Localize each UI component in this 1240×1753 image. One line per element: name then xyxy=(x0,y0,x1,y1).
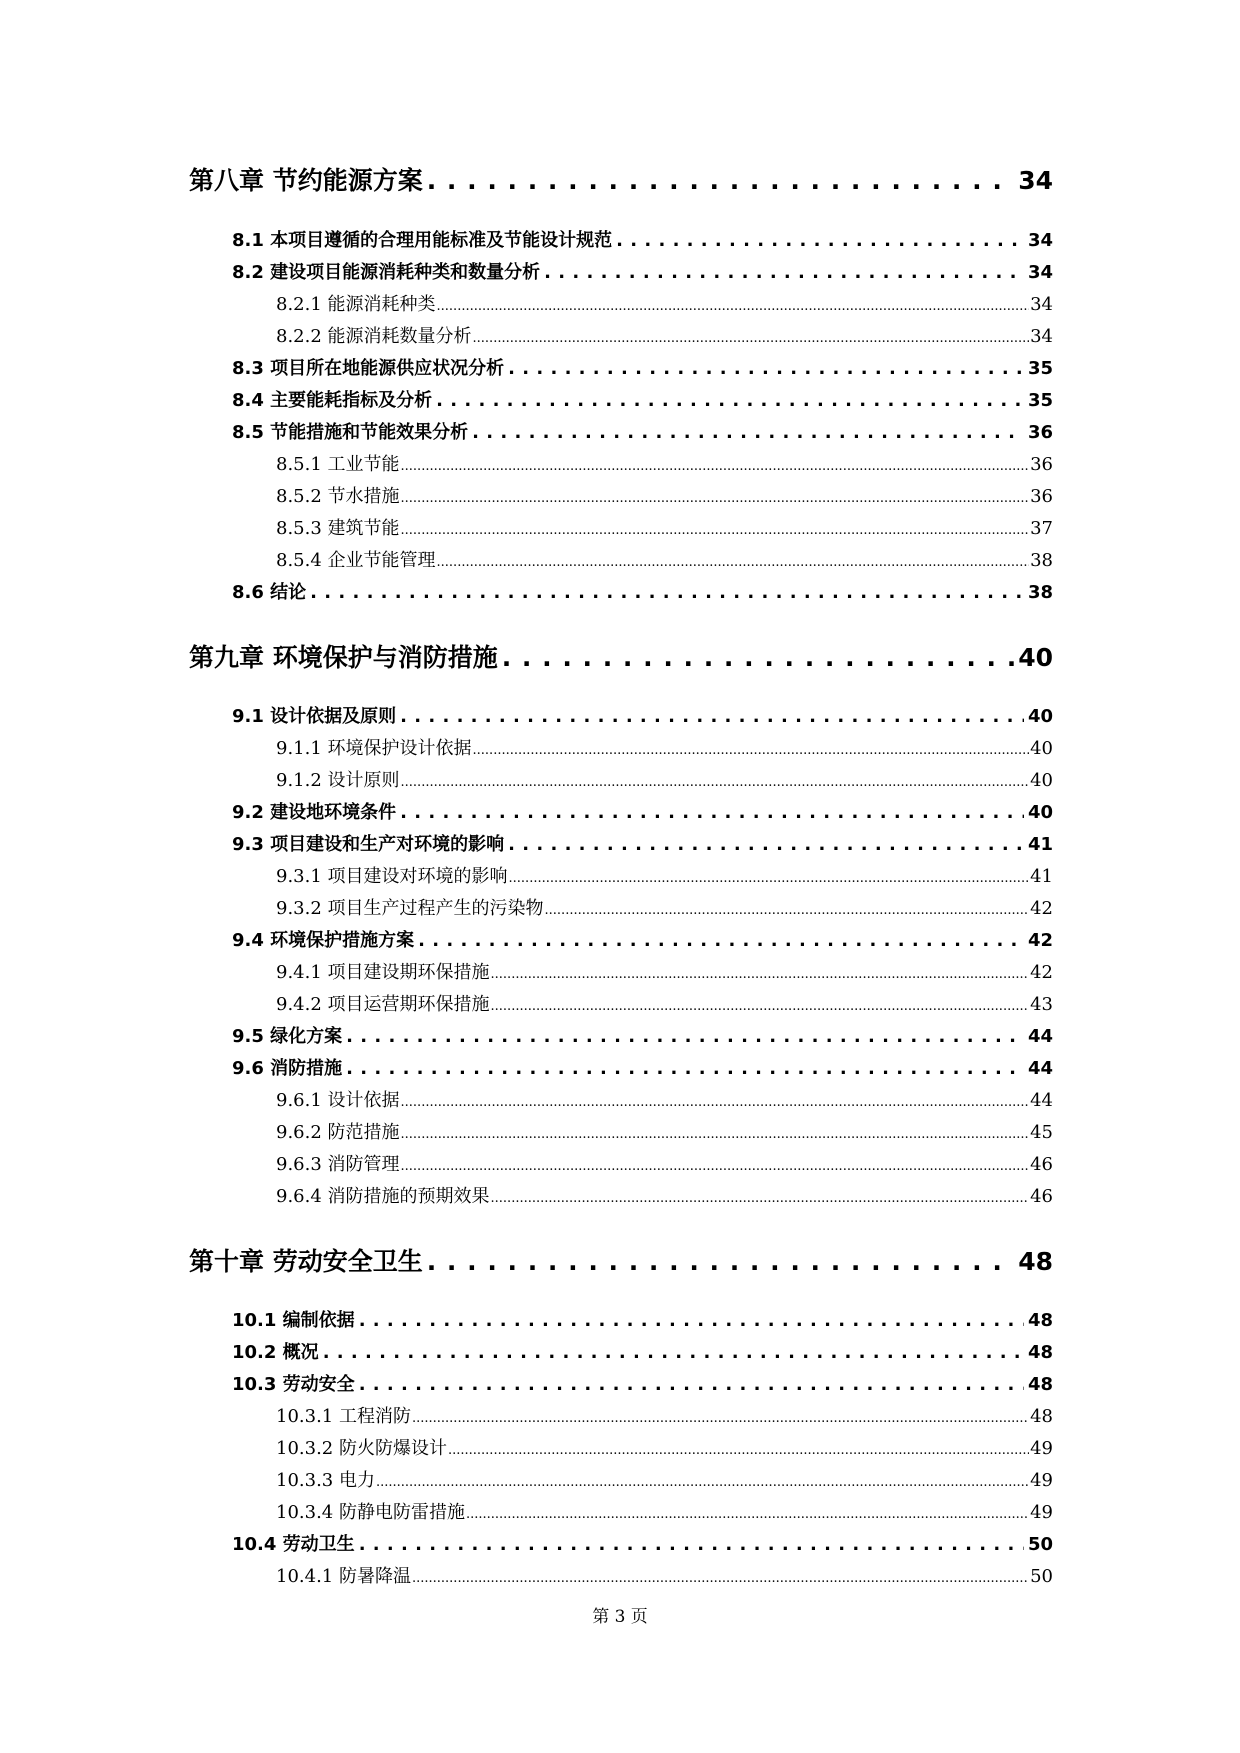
toc-label: 9.4.1 项目建设期环保措施 xyxy=(276,962,490,983)
toc-dot-leader xyxy=(436,387,1024,415)
toc-section[interactable] xyxy=(232,1339,1053,1367)
toc-label: 第八章 节约能源方案 xyxy=(189,166,423,195)
toc-page-number: 38 xyxy=(1027,582,1053,603)
toc-label: 8.2.2 能源消耗数量分析 xyxy=(276,326,472,347)
toc-dot-leader xyxy=(418,927,1024,955)
toc-section[interactable] xyxy=(232,1371,1053,1399)
toc-page-number: 40 xyxy=(1027,802,1053,823)
toc-label: 9.1.1 环境保护设计依据 xyxy=(276,738,472,759)
toc-label: 9.1 设计依据及原则 xyxy=(232,706,397,727)
toc-section[interactable] xyxy=(232,387,1053,415)
toc-dot-leader xyxy=(346,1023,1024,1051)
toc-section[interactable] xyxy=(232,259,1053,287)
toc-subsection[interactable] xyxy=(276,959,1053,987)
toc-dot-leader xyxy=(466,1499,1029,1529)
toc-dot-leader xyxy=(437,547,1030,577)
toc-dot-leader xyxy=(427,163,1014,199)
toc-page-number: 38 xyxy=(1030,550,1053,571)
toc-subsection[interactable] xyxy=(276,1183,1053,1211)
toc-dot-leader xyxy=(502,640,1014,676)
toc-dot-leader xyxy=(472,419,1024,447)
toc-chapter[interactable] xyxy=(189,640,1053,676)
toc-subsection[interactable] xyxy=(276,1087,1053,1115)
toc-subsection[interactable] xyxy=(276,291,1053,319)
toc-section[interactable] xyxy=(232,1023,1053,1051)
toc-subsection[interactable] xyxy=(276,991,1053,1019)
toc-dot-leader xyxy=(400,703,1024,731)
toc-page-number: 43 xyxy=(1030,994,1053,1015)
toc-subsection[interactable] xyxy=(276,895,1053,923)
toc-dot-leader xyxy=(491,991,1030,1021)
toc-label: 10.3 劳动安全 xyxy=(232,1374,355,1395)
page-number-label: 第 3 页 xyxy=(592,1607,648,1627)
toc-page-number: 35 xyxy=(1027,358,1053,379)
toc-label: 9.6.4 消防措施的预期效果 xyxy=(276,1186,490,1207)
toc-label: 9.5 绿化方案 xyxy=(232,1026,343,1047)
toc-dot-leader xyxy=(491,1183,1030,1213)
toc-subsection[interactable] xyxy=(276,451,1053,479)
toc-page-number: 41 xyxy=(1030,866,1053,887)
toc-section[interactable] xyxy=(232,419,1053,447)
toc-section[interactable] xyxy=(232,1531,1053,1559)
toc-page-number: 34 xyxy=(1030,294,1053,315)
toc-page-number: 40 xyxy=(1027,706,1053,727)
toc-dot-leader xyxy=(491,959,1030,989)
toc-page-number: 48 xyxy=(1018,1247,1053,1276)
toc-page-number: 45 xyxy=(1030,1122,1053,1143)
toc-page-number: 41 xyxy=(1027,834,1053,855)
toc-label: 8.5 节能措施和节能效果分析 xyxy=(232,422,469,443)
toc-page-number: 46 xyxy=(1030,1154,1053,1175)
toc-label: 8.5.3 建筑节能 xyxy=(276,518,400,539)
toc-dot-leader xyxy=(412,1403,1029,1433)
toc-label: 第九章 环境保护与消防措施 xyxy=(189,643,498,672)
toc-dot-leader xyxy=(509,863,1030,893)
toc-page-number: 40 xyxy=(1018,643,1053,672)
toc-page-number: 48 xyxy=(1027,1374,1053,1395)
toc-page-number: 34 xyxy=(1027,262,1053,283)
toc-page-number: 46 xyxy=(1030,1186,1053,1207)
toc-chapter[interactable] xyxy=(189,1244,1053,1280)
toc-subsection[interactable] xyxy=(276,863,1053,891)
toc-page-number: 36 xyxy=(1030,486,1053,507)
toc-section[interactable] xyxy=(232,927,1053,955)
toc-label: 9.2 建设地环境条件 xyxy=(232,802,397,823)
toc-subsection[interactable] xyxy=(276,1151,1053,1179)
toc-dot-leader xyxy=(508,831,1024,859)
toc-label: 8.5.1 工业节能 xyxy=(276,454,400,475)
toc-dot-leader xyxy=(401,1119,1030,1149)
toc-section[interactable] xyxy=(232,227,1053,255)
toc-page-number: 34 xyxy=(1030,326,1053,347)
toc-dot-leader xyxy=(359,1371,1024,1399)
toc-label: 8.5.4 企业节能管理 xyxy=(276,550,436,571)
toc-page-number: 49 xyxy=(1030,1470,1053,1491)
toc-subsection[interactable] xyxy=(276,767,1053,795)
toc-label: 9.3.1 项目建设对环境的影响 xyxy=(276,866,508,887)
toc-dot-leader xyxy=(401,1087,1030,1117)
toc-page-number: 36 xyxy=(1030,454,1053,475)
toc-dot-leader xyxy=(346,1055,1024,1083)
toc-dot-leader xyxy=(401,1151,1030,1181)
toc-dot-leader xyxy=(508,355,1024,383)
toc-page-number: 34 xyxy=(1018,166,1053,195)
toc-section[interactable] xyxy=(232,1055,1053,1083)
toc-dot-leader xyxy=(359,1531,1024,1559)
toc-label: 9.4 环境保护措施方案 xyxy=(232,930,415,951)
toc-label: 9.3.2 项目生产过程产生的污染物 xyxy=(276,898,544,919)
toc-page-number: 48 xyxy=(1027,1310,1053,1331)
toc-dot-leader xyxy=(473,735,1030,765)
toc-page-number: 44 xyxy=(1030,1090,1053,1111)
toc-page-number: 49 xyxy=(1030,1438,1053,1459)
toc-page-number: 44 xyxy=(1027,1058,1053,1079)
toc-label: 8.6 结论 xyxy=(232,582,307,603)
toc-dot-leader xyxy=(310,579,1024,607)
toc-label: 8.1 本项目遵循的合理用能标准及节能设计规范 xyxy=(232,230,613,251)
toc-section[interactable] xyxy=(232,831,1053,859)
toc-page-number: 48 xyxy=(1030,1406,1053,1427)
toc-dot-leader xyxy=(437,291,1030,321)
toc-subsection[interactable] xyxy=(276,323,1053,351)
toc-section[interactable] xyxy=(232,703,1053,731)
toc-dot-leader xyxy=(473,323,1030,353)
toc-page-number: 50 xyxy=(1030,1566,1053,1587)
toc-subsection[interactable] xyxy=(276,515,1053,543)
toc-page-number: 44 xyxy=(1027,1026,1053,1047)
toc-label: 8.3 项目所在地能源供应状况分析 xyxy=(232,358,505,379)
toc-page-number: 48 xyxy=(1027,1342,1053,1363)
toc-page-number: 36 xyxy=(1027,422,1053,443)
toc-dot-leader xyxy=(401,483,1030,513)
toc-page-number: 42 xyxy=(1030,898,1053,919)
toc-dot-leader xyxy=(401,515,1030,545)
toc-dot-leader xyxy=(544,259,1024,287)
toc-dot-leader xyxy=(412,1563,1029,1593)
toc-dot-leader xyxy=(401,767,1030,797)
toc-dot-leader xyxy=(376,1467,1029,1497)
toc-section[interactable] xyxy=(232,579,1053,607)
toc-label: 9.6 消防措施 xyxy=(232,1058,343,1079)
toc-label: 10.3.2 防火防爆设计 xyxy=(276,1438,447,1459)
toc-page-number: 34 xyxy=(1027,230,1053,251)
toc-dot-leader xyxy=(323,1339,1024,1367)
toc-label: 8.2 建设项目能源消耗种类和数量分析 xyxy=(232,262,541,283)
toc-label: 第十章 劳动安全卫生 xyxy=(189,1247,423,1276)
toc-page-number: 50 xyxy=(1027,1534,1053,1555)
toc-label: 10.3.1 工程消防 xyxy=(276,1406,411,1427)
toc-label: 9.6.2 防范措施 xyxy=(276,1122,400,1143)
toc-section[interactable] xyxy=(232,799,1053,827)
toc-label: 9.4.2 项目运营期环保措施 xyxy=(276,994,490,1015)
toc-chapter[interactable] xyxy=(189,163,1053,199)
toc-label: 8.5.2 节水措施 xyxy=(276,486,400,507)
toc-section[interactable] xyxy=(232,1307,1053,1335)
toc-label: 9.6.1 设计依据 xyxy=(276,1090,400,1111)
toc-subsection[interactable] xyxy=(276,1403,1053,1431)
toc-dot-leader xyxy=(616,227,1024,255)
toc-label: 10.1 编制依据 xyxy=(232,1310,355,1331)
toc-dot-leader xyxy=(401,451,1030,481)
toc-label: 10.3.3 电力 xyxy=(276,1470,375,1491)
toc-label: 10.4 劳动卫生 xyxy=(232,1534,355,1555)
toc-subsection[interactable] xyxy=(276,1119,1053,1147)
toc-page-number: 40 xyxy=(1030,770,1053,791)
toc-page-number: 40 xyxy=(1030,738,1053,759)
toc-subsection[interactable] xyxy=(276,735,1053,763)
toc-subsection[interactable] xyxy=(276,1435,1053,1463)
toc-label: 10.3.4 防静电防雷措施 xyxy=(276,1502,465,1523)
toc-dot-leader xyxy=(448,1435,1029,1465)
toc-dot-leader xyxy=(359,1307,1024,1335)
toc-subsection[interactable] xyxy=(276,483,1053,511)
toc-page-number: 37 xyxy=(1030,518,1053,539)
toc-label: 8.2.1 能源消耗种类 xyxy=(276,294,436,315)
toc-label: 9.3 项目建设和生产对环境的影响 xyxy=(232,834,505,855)
toc-label: 10.4.1 防暑降温 xyxy=(276,1566,411,1587)
toc-dot-leader xyxy=(545,895,1030,925)
toc-subsection[interactable] xyxy=(276,1563,1053,1591)
toc-label: 9.6.3 消防管理 xyxy=(276,1154,400,1175)
toc-dot-leader xyxy=(427,1244,1014,1280)
toc-section[interactable] xyxy=(232,355,1053,383)
toc-page-number: 42 xyxy=(1030,962,1053,983)
toc-label: 8.4 主要能耗指标及分析 xyxy=(232,390,433,411)
toc-label: 9.1.2 设计原则 xyxy=(276,770,400,791)
page-footer xyxy=(0,1602,1240,1627)
toc-label: 10.2 概况 xyxy=(232,1342,319,1363)
toc-page-number: 35 xyxy=(1027,390,1053,411)
toc-page-number: 42 xyxy=(1027,930,1053,951)
toc-subsection[interactable] xyxy=(276,1499,1053,1527)
toc-subsection[interactable] xyxy=(276,547,1053,575)
toc-subsection[interactable] xyxy=(276,1467,1053,1495)
toc-page-number: 49 xyxy=(1030,1502,1053,1523)
toc-dot-leader xyxy=(400,799,1024,827)
